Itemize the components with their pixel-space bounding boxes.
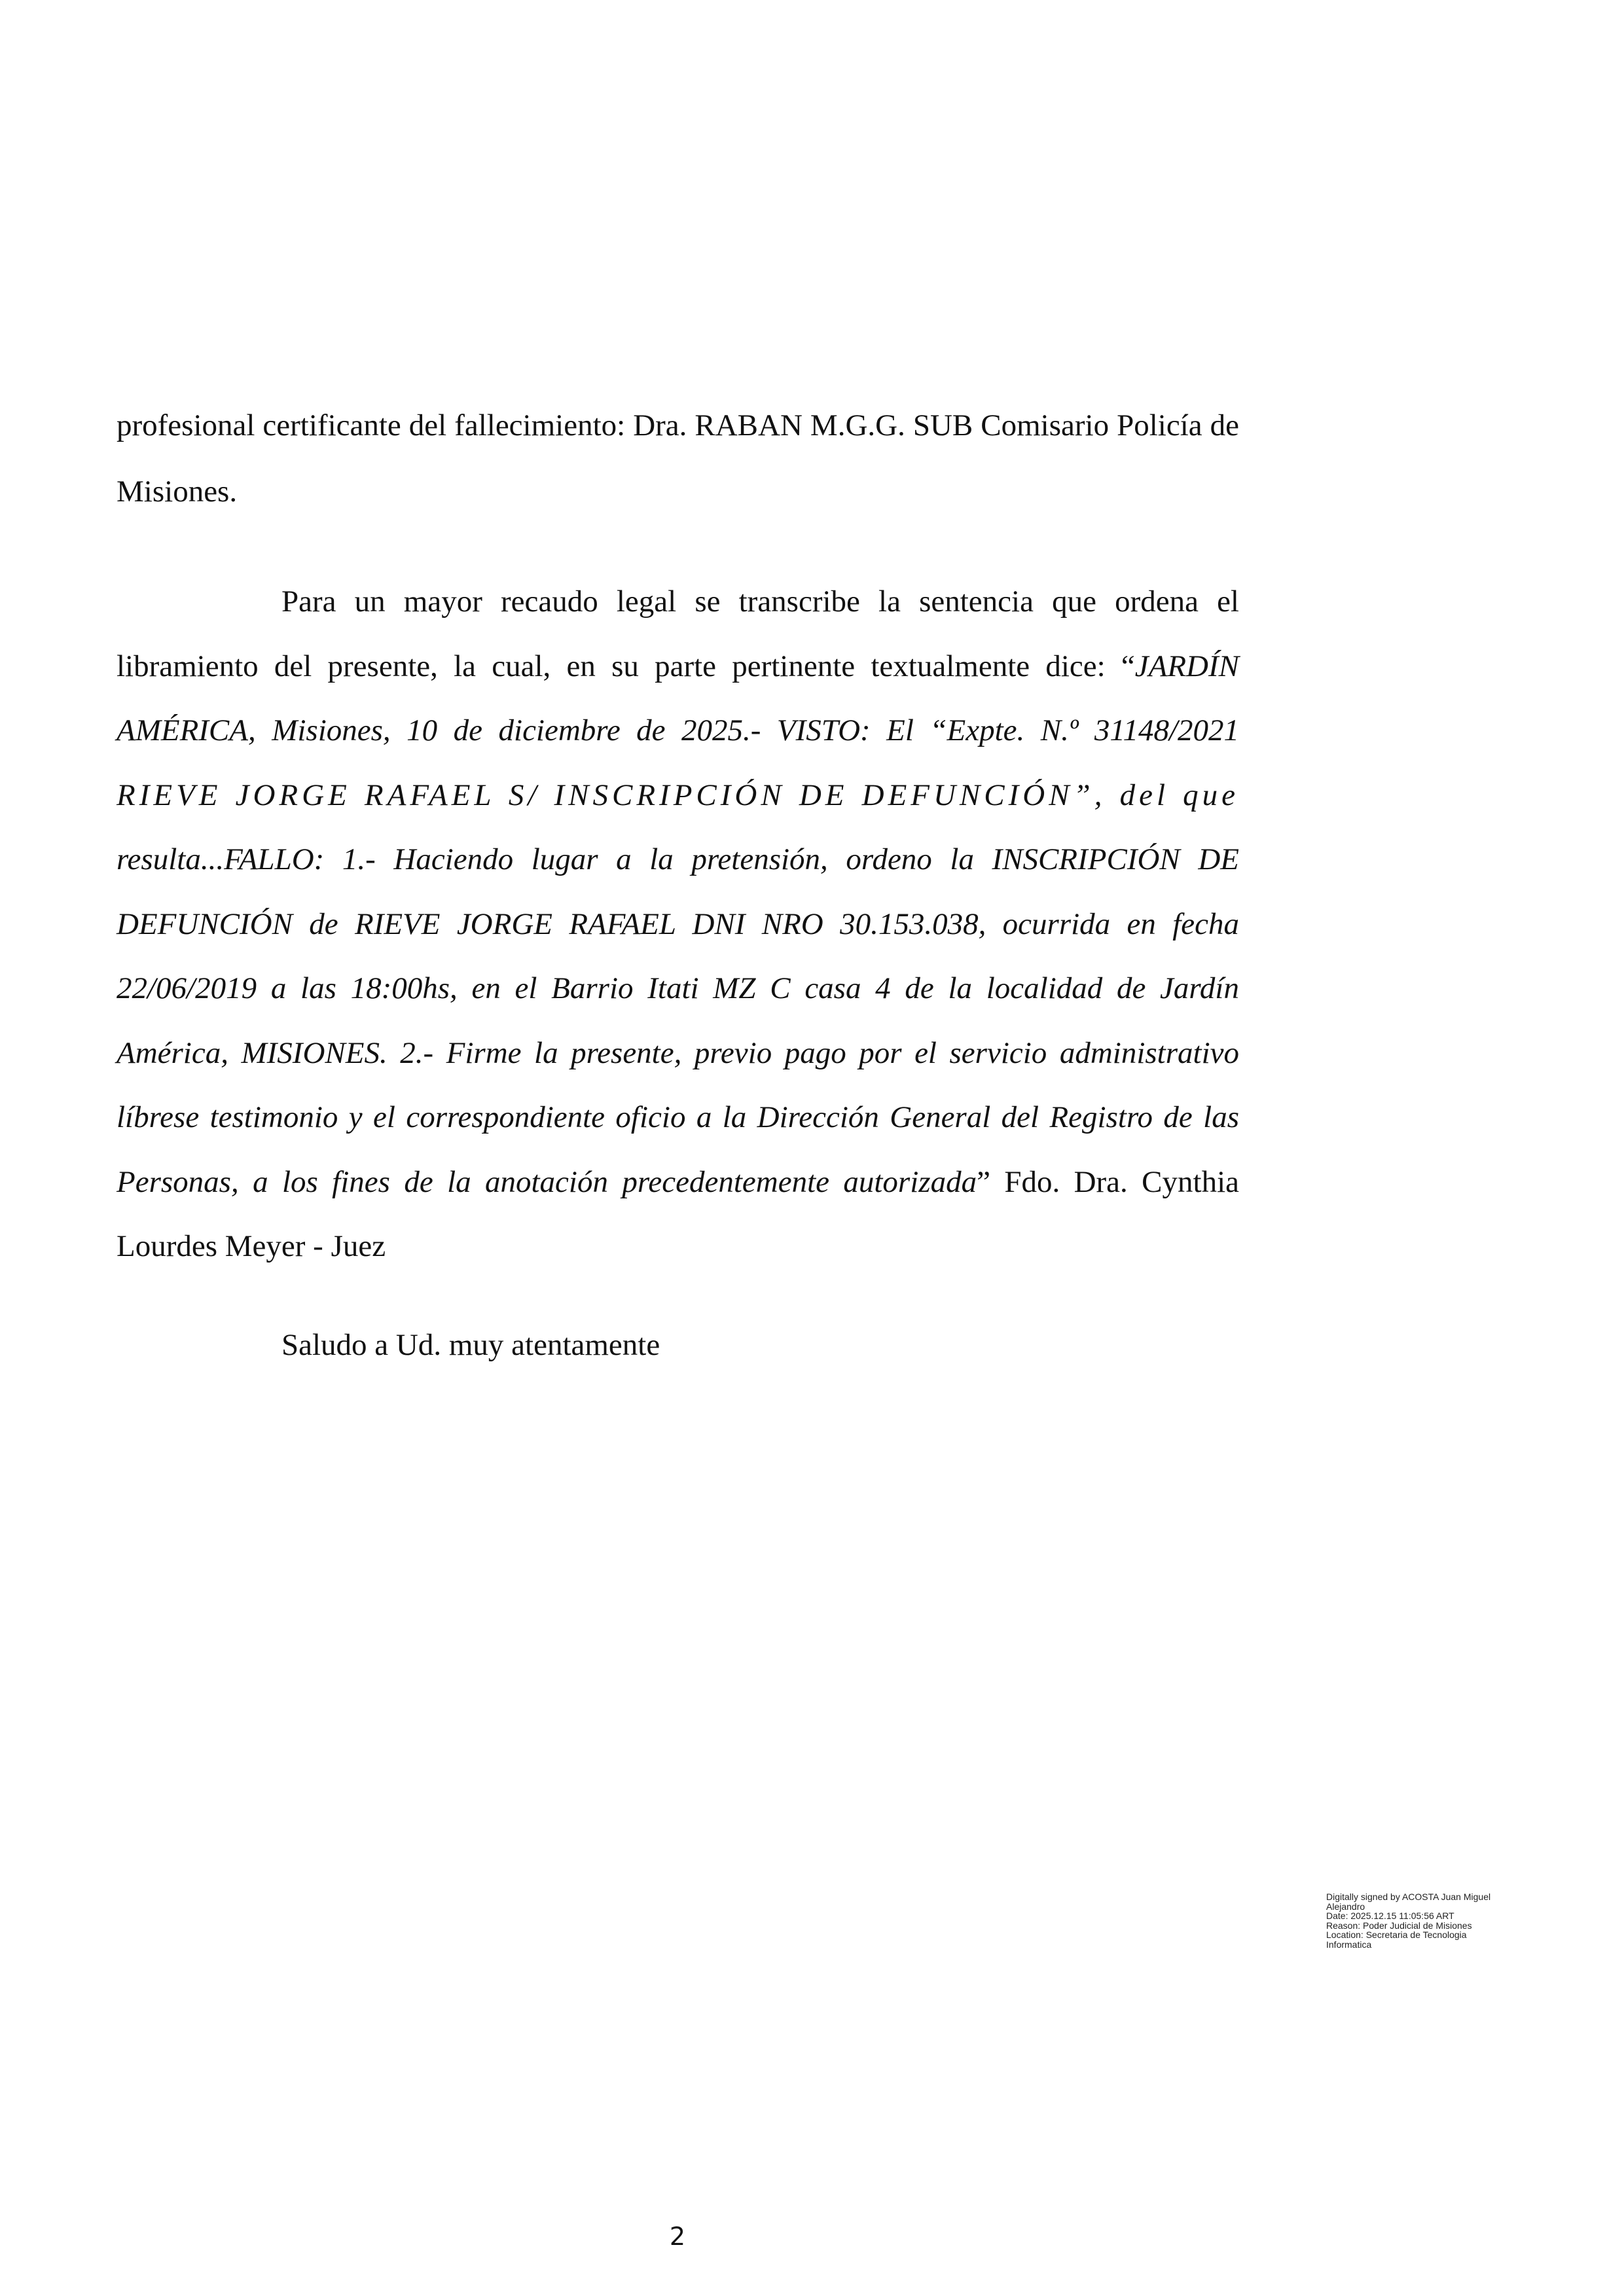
paragraph-sentence-transcription [117,569,1239,1279]
paragraph-2-intro: Para un mayor recaudo legal se transcribe la sentencia que ordena el libramiento del presente, la cual, en su parte pertinente textualmente dice: “ [117,584,1239,683]
digital-signature-block [1326,1892,1542,1949]
quoted-sentence-part-2: resulta...FALLO: 1.- Haciendo lugar a la pretensión, ordeno la INSCRIPCIÓN DE DEFUNCIÓN de RIEVE JORGE RAFAEL DNI NRO 30.153.038, ocurrida en fecha 22/06/2019 a las 18:00hs, en el Barrio Itati MZ C casa 4 de la localidad de Jardín América, MISIONES. 2.- Firme la presente, previo pago por el servicio administrativo líbrese testimonio y el correspondiente oficio a la Dirección General del Registro de las Personas, a los fines de la anotación precedentemente autorizada [117,842,1239,1199]
page-number: 2 [669,2222,686,2251]
paragraph-greeting [117,1325,1404,1365]
quoted-sentence-case-title: RIEVE JORGE RAFAEL S/ INSCRIPCIÓN DE DEFUNCIÓN”, del que [117,778,1239,812]
paragraph-certifying-professional [117,393,1239,525]
signature-line: Reason: Poder Judicial de Misiones [1326,1920,1472,1931]
paragraph-1-text: profesional certificante del fallecimiento: Dra. RABAN M.G.G. SUB Comisario Policía de Misiones. [117,408,1239,509]
signature-line: Alejandro [1326,1901,1365,1912]
paragraph-2-closing: ” Fdo. Dra. Cynthia Lourdes Meyer - Juez [117,1164,1239,1263]
signature-line: Date: 2025.12.15 11:05:56 ART [1326,1910,1454,1921]
quoted-sentence-part-1: JARDÍN AMÉRICA, Misiones, 10 de diciembre de 2025.- VISTO: El “Expte. N.º 31148/2021 [117,649,1239,747]
signature-line: Location: Secretaria de Tecnologia [1326,1929,1467,1940]
signature-line: Digitally signed by ACOSTA Juan Miguel [1326,1892,1491,1902]
greeting-text: Saludo a Ud. muy atentamente [281,1328,660,1362]
signature-line: Informatica [1326,1939,1372,1950]
